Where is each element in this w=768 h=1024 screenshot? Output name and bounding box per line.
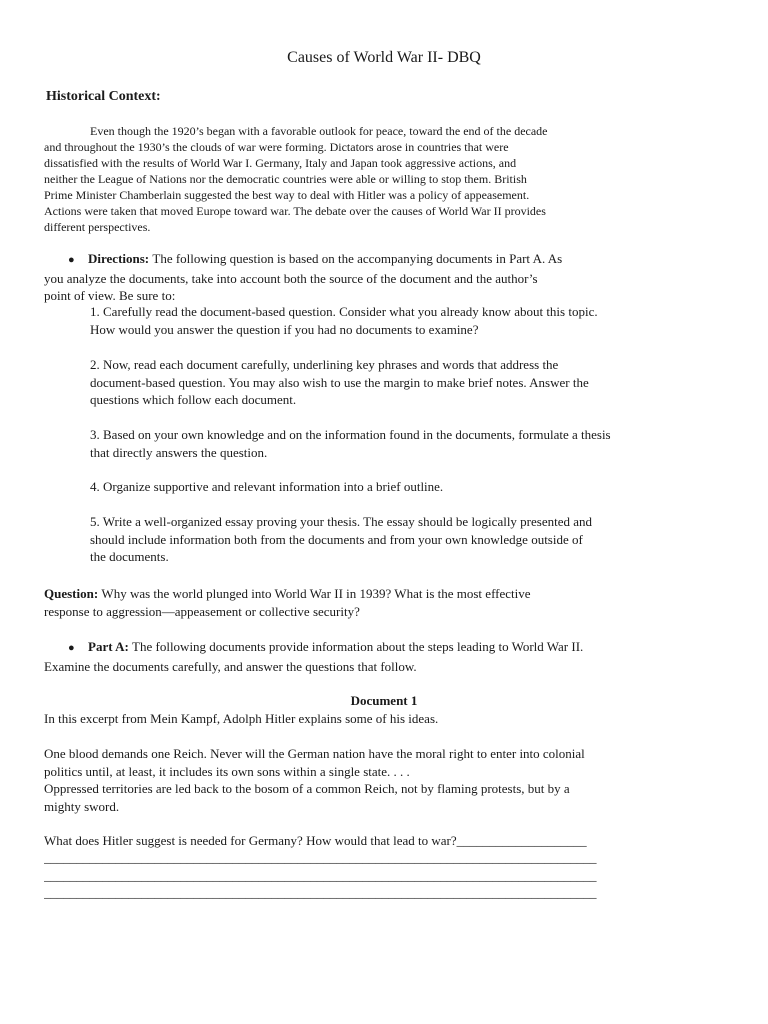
part-a-text: The following documents provide information about the steps leading to World War II.	[132, 639, 584, 654]
answer-line[interactable]: _____________________________________________________________________________________	[44, 867, 597, 883]
bullet-icon: ●	[68, 254, 75, 266]
directions-text: point of view. Be sure to:	[44, 288, 176, 303]
document-1-question	[44, 832, 664, 850]
bullet-icon: ●	[68, 642, 75, 654]
document-1-quote: One blood demands one Reich. Never will the German nation have the moral right to enter into colonial politics until, at least, it includes its own sons within a single state. . . . Oppressed territories are led back to the bosom of a common Reich, not by flaming protests, but by a mighty sword.	[44, 746, 585, 814]
historical-context-paragraph	[44, 123, 604, 235]
part-a-block	[44, 638, 644, 675]
question-text: response to aggression—appeasement or collective security?	[44, 603, 360, 619]
directions-text: you analyze the documents, take into account both the source of the document and the author’s	[44, 270, 538, 286]
context-line: Actions were taken that moved Europe toward war. The debate over the causes of World War II provides	[44, 204, 546, 218]
answer-blank[interactable]: ____________________	[456, 833, 587, 848]
question-text: Why was the world plunged into World War II in 1939? What is the most effective	[101, 586, 531, 601]
dbq-question	[44, 585, 644, 620]
directions-text: The following question is based on the accompanying documents in Part A. As	[152, 251, 563, 266]
answer-line[interactable]: _____________________________________________________________________________________	[44, 885, 597, 900]
context-line: Prime Minister Chamberlain suggested the best way to deal with Hitler was a policy of appeasement.	[44, 188, 530, 202]
document-1-title: Document 1	[350, 693, 418, 708]
historical-context-heading: Historical Context:	[46, 89, 161, 104]
context-line: dissatisfied with the results of World War I. Germany, Italy and Japan took aggressive actions, and	[44, 156, 517, 170]
step-5: 5. Write a well-organized essay proving your thesis. The essay should be logically presented and should include information both from the documents and from your own knowledge outside of the documents.	[90, 514, 593, 564]
document-1-question-text: What does Hitler suggest is needed for Germany? How would that lead to war?	[44, 833, 457, 848]
context-line: different perspectives.	[44, 220, 151, 234]
directions-label: Directions:	[88, 251, 150, 266]
answer-line[interactable]: _____________________________________________________________________________________	[44, 850, 597, 865]
document-1-intro: In this excerpt from Mein Kampf, Adolph Hitler explains some of his ideas.	[44, 711, 439, 726]
part-a-label: Part A:	[88, 639, 129, 654]
answer-lines	[44, 849, 634, 902]
part-a-text: Examine the documents carefully, and answer the questions that follow.	[44, 658, 417, 674]
step-3: 3. Based on your own knowledge and on the information found in the documents, formulate a thesis that directly answers the question.	[90, 427, 611, 460]
page-title: Causes of World War II- DBQ	[287, 49, 481, 66]
context-line: Even though the 1920’s began with a favorable outlook for peace, toward the end of the decade	[90, 124, 548, 138]
step-4: 4. Organize supportive and relevant information into a brief outline.	[90, 479, 444, 494]
context-line: and throughout the 1930’s the clouds of war were forming. Dictators arose in countries that were	[44, 140, 509, 154]
directions-block	[44, 250, 644, 305]
step-1: 1. Carefully read the document-based question. Consider what you already know about this topic. How would you answer the question if you had no documents to examine?	[90, 304, 598, 337]
step-2: 2. Now, read each document carefully, underlining key phrases and words that address the document-based question. You may also wish to use the margin to make brief notes. Answer the questions which follow each document.	[90, 357, 589, 407]
question-label: Question:	[44, 586, 99, 601]
context-line: neither the League of Nations nor the democratic countries were able or willing to stop them. British	[44, 172, 527, 186]
